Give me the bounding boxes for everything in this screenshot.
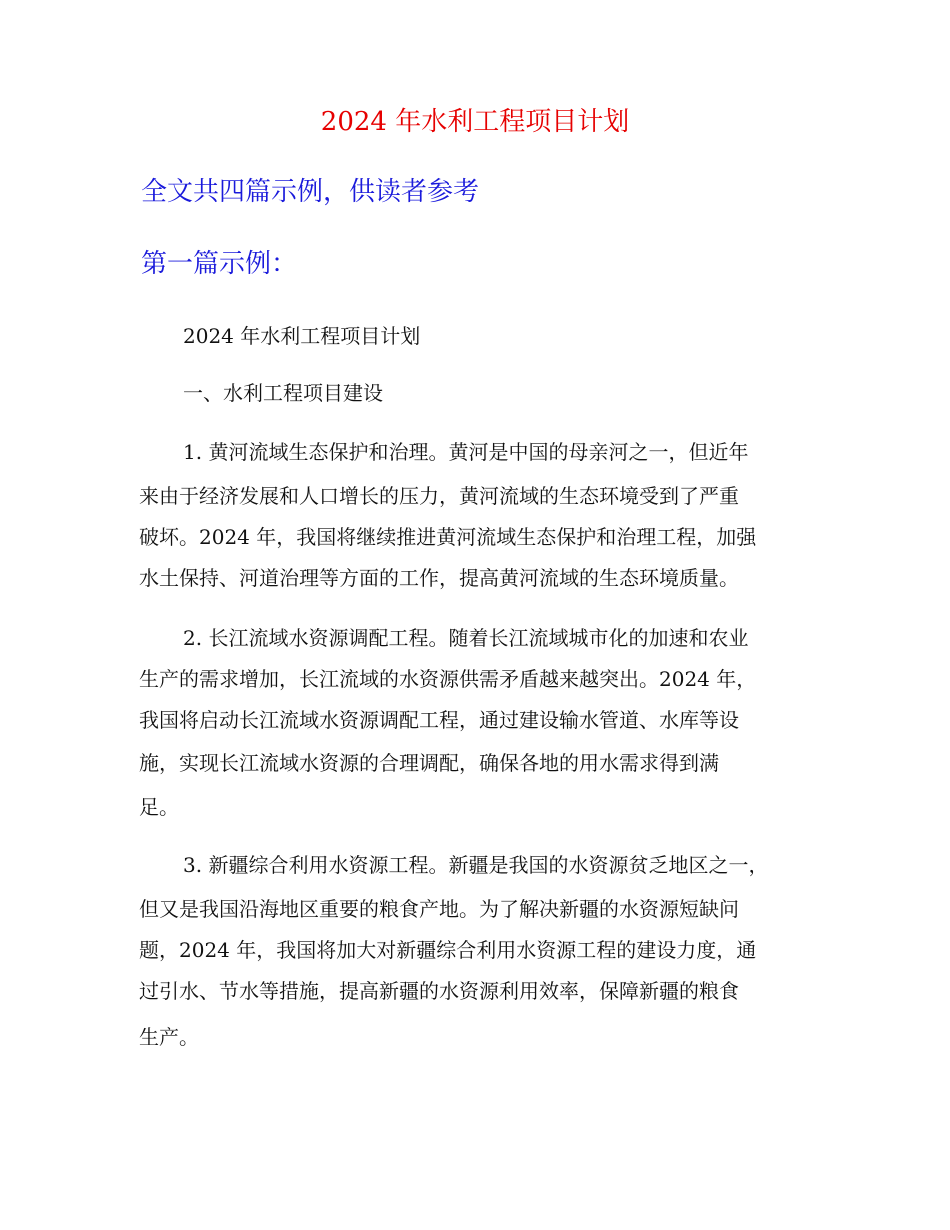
- intro-heading: 全文共四篇示例，供读者参考: [141, 177, 480, 207]
- paragraph-line: 但又是我国沿海地区重要的粮食产地。为了解决新疆的水资源短缺问: [139, 897, 739, 921]
- paragraph-line: 3. 新疆综合利用水资源工程。新疆是我国的水资源贫乏地区之一，: [183, 853, 769, 877]
- paragraph-line: 生产的需求增加，长江流域的水资源供需矛盾越来越突出。2024 年，: [139, 667, 757, 691]
- section-heading: 一、水利工程项目建设: [183, 381, 383, 405]
- paragraph-line: 来由于经济发展和人口增长的压力，黄河流域的生态环境受到了严重: [139, 484, 739, 508]
- paragraph-line: 生产。: [139, 1025, 199, 1049]
- paragraph-line: 2. 长江流域水资源调配工程。随着长江流域城市化的加速和农业: [183, 626, 749, 650]
- paragraph-line: 施，实现长江流域水资源的合理调配，确保各地的用水需求得到满: [139, 751, 719, 775]
- doc-subtitle: 2024 年水利工程项目计划: [183, 324, 421, 348]
- paragraph-line: 我国将启动长江流域水资源调配工程，通过建设输水管道、水库等设: [139, 708, 739, 732]
- paragraph-line: 足。: [139, 795, 179, 819]
- example-heading: 第一篇示例：: [141, 249, 298, 279]
- paragraph-line: 1. 黄河流域生态保护和治理。黄河是中国的母亲河之一，但近年: [183, 440, 749, 464]
- paragraph-line: 过引水、节水等措施，提高新疆的水资源利用效率，保障新疆的粮食: [139, 979, 739, 1003]
- paragraph-line: 破坏。2024 年，我国将继续推进黄河流域生态保护和治理工程，加强: [139, 525, 757, 549]
- paragraph-line: 水土保持、河道治理等方面的工作，提高黄河流域的生态环境质量。: [139, 566, 739, 590]
- document-title: 2024 年水利工程项目计划: [320, 107, 630, 137]
- paragraph-line: 题，2024 年，我国将加大对新疆综合利用水资源工程的建设力度，通: [139, 938, 757, 962]
